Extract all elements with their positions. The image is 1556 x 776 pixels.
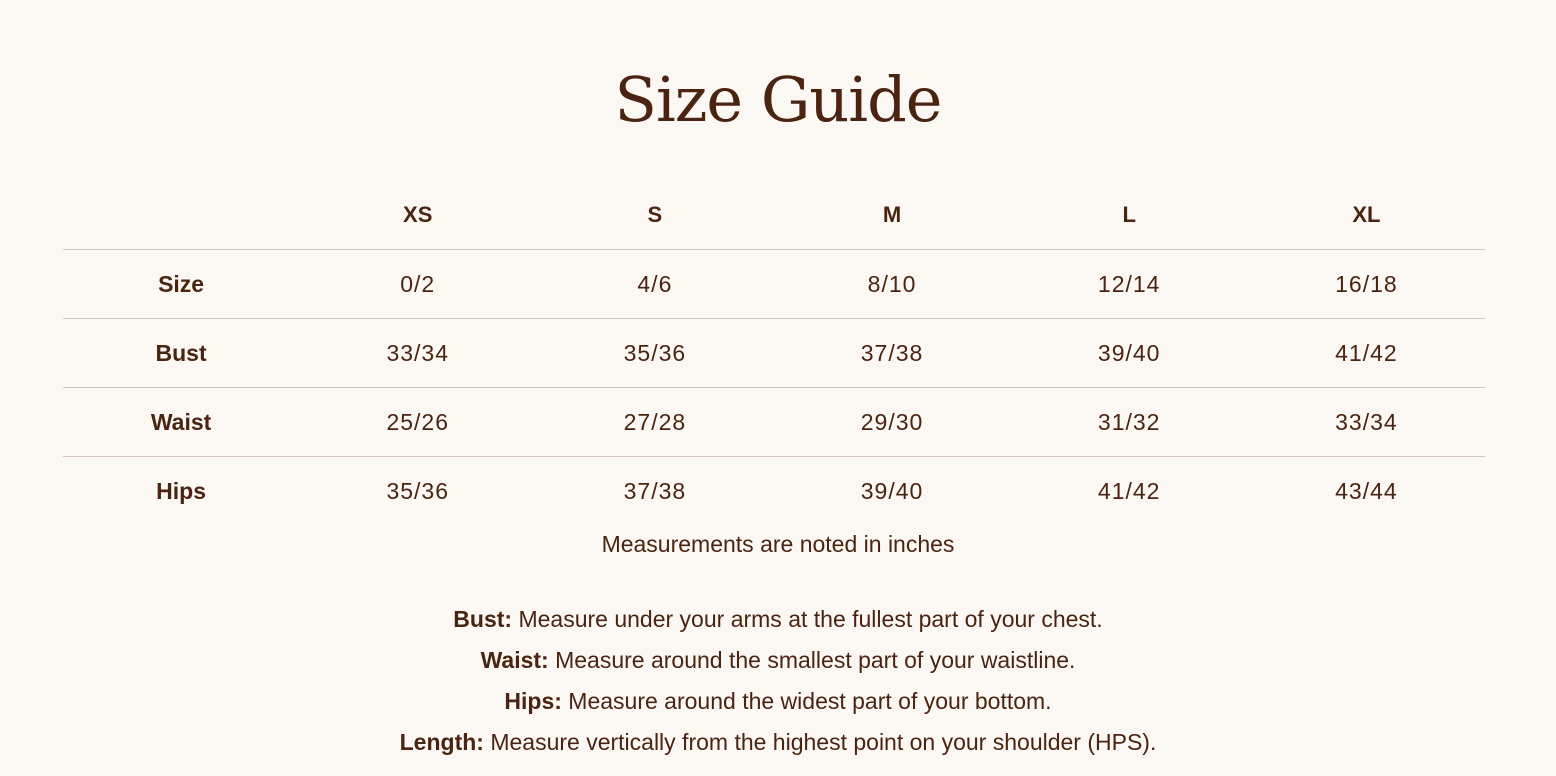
instruction-text: Measure vertically from the highest point on your shoulder (HPS). [483,729,1157,755]
row-label-bust: Bust [63,319,299,388]
table-cell: 12/14 [1011,250,1248,319]
measurement-instructions [0,600,1556,764]
table-cell: 33/34 [1248,388,1485,457]
table-cell: 29/30 [773,388,1010,457]
table-cell: 35/36 [536,319,773,388]
row-label-hips: Hips [156,477,206,504]
table-cell: 43/44 [1335,477,1398,504]
row-label-waist: Waist [63,388,299,457]
table-row-bust [63,319,1485,388]
instruction-term: Bust: [453,606,513,632]
table-row-hips [63,457,1485,526]
size-table-body [63,250,1485,526]
column-header-l: L [1011,181,1248,250]
header-corner-cell [63,181,299,250]
row-label-size: Size [63,250,299,319]
table-row-waist [63,388,1485,457]
column-header-xl: XL [1248,181,1485,250]
units-note: Measurements are noted in inches [601,531,955,557]
table-row-size [63,250,1485,319]
table-cell: 37/38 [773,319,1010,388]
instruction-waist [0,641,1556,682]
table-cell: 41/42 [1248,319,1485,388]
instruction-hips [0,682,1556,723]
table-cell: 39/40 [1011,319,1248,388]
table-cell: 41/42 [1097,477,1161,504]
instruction-term: Hips: [504,688,562,714]
instruction-term: Waist: [480,647,549,673]
column-header-s: S [536,181,773,250]
column-header-xs: XS [299,181,536,250]
page-title: Size Guide [614,63,942,136]
size-table-header [63,181,1485,250]
table-cell: 0/2 [299,250,536,319]
table-cell: 16/18 [1248,250,1485,319]
instruction-length [0,723,1556,764]
instruction-text: Measure under your arms at the fullest part of your chest. [512,606,1103,632]
instruction-text: Measure around the smallest part of your waistline. [548,647,1076,673]
table-cell: 31/32 [1011,388,1248,457]
instruction-text: Measure around the widest part of your bottom. [561,688,1052,714]
size-table [63,181,1485,526]
table-cell: 8/10 [773,250,1010,319]
table-cell: 39/40 [860,477,924,504]
column-header-m: M [773,181,1010,250]
table-cell: 33/34 [299,319,536,388]
table-cell: 4/6 [536,250,773,319]
table-cell: 37/38 [623,477,687,504]
table-cell: 27/28 [536,388,773,457]
table-cell: 25/26 [299,388,536,457]
instruction-bust [0,600,1556,641]
instruction-term: Length: [399,729,484,755]
table-cell: 35/36 [386,477,450,504]
header-row [63,181,1485,250]
